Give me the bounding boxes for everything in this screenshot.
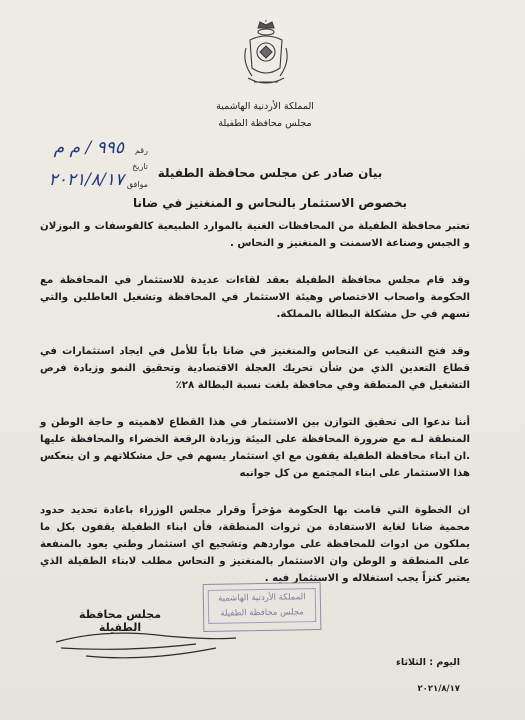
statement-body xyxy=(40,218,470,607)
signature-icon xyxy=(46,618,246,668)
date-label: تاريخ xyxy=(132,162,148,171)
kingdom-name: المملكة الأردنية الهاشمية xyxy=(216,101,314,112)
corresponding-date-label: موافق xyxy=(126,180,148,189)
paragraph: وقد فتح التنقيب عن النحاس والمنغنيز في ضانا باباً للأمل في ايجاد استثمارات في قطاع التعدين الذي من شأن تحريك العجلة الاقتصادية وتحقيق النمو وزيادة فرص التشغيل في المنطقة وفي محافظة بلغت نسبة البطالة ٢٨٪ xyxy=(40,346,470,391)
corresponding-date-value: ٢٠٢١/٨/١٧ xyxy=(48,170,124,190)
royal-emblem-icon xyxy=(240,18,292,92)
footer-date: ٢٠٢١/٨/١٧ xyxy=(417,684,460,694)
signatory-council: مجلس محافظة الطفيلة xyxy=(78,608,162,634)
footer-date-block xyxy=(360,650,460,702)
paragraph: أننا ندعوا الى تحقيق التوازن بين الاستثمار في هذا القطاع لاهميته و حاجة الوطن و المنطقة لـه مع ضرورة المحافظة على البيئة وزيادة الرقعة الخضراء والمحافظة عليها .ان ابناء محافظة الطفيلة يقفون مع اي استثمار يسهم في حل مشكلاتهم و ان ينعكس هذا الاستثمار على ابناء المجتمع من كل جوانبه xyxy=(40,417,470,479)
reference-number-label: رقم xyxy=(134,146,148,155)
reference-number-value: ٩٩٥ / م م xyxy=(53,138,124,158)
stamp-line-1: المملكة الأردنية الهاشمية xyxy=(218,592,306,604)
council-name: مجلس محافظة الطفيلة xyxy=(218,118,312,129)
statement-title xyxy=(120,158,420,218)
paragraph: تعتبر محافظة الطفيلة من المحافظات الغنية بالموارد الطبيعية كالفوسفات و البوزلان و الجبس وصناعة الاسمنت و المنغنيز و النحاس . xyxy=(40,221,470,249)
letterhead xyxy=(180,98,350,132)
title-line-1: بيان صادر عن مجلس محافظة الطفيلة xyxy=(157,166,383,180)
footer-day: اليوم : الثلاثاء xyxy=(396,657,460,668)
paragraph: وقد قام مجلس محافظة الطفيلة بعقد لقاءات عديدة للاستثمار في المحافظة مع الحكومة واصحاب الاختصاص وهيئة الاستثمار في المحافظة وتشغيل العاطلين والتي تسهم في حل مشكلة البطالة بالمملكة. xyxy=(40,275,470,320)
svg-text:♛: ♛ xyxy=(264,19,268,23)
paragraph: ان الخطوة التي قامت بها الحكومة مؤخراً وقرار مجلس الوزراء باعادة تحديد حدود محمية ضانا لغاية الاستفادة من ثروات المنطقة، فأن ابناء الطفيلة يقفون بكل ما يملكون من ادوات للمحافظة على مواردهم وتشجيع اي استثمار وطني يعود بالمنفعة على المنطقة و الوطن وان الاستثمار بالمنغنيز و النحاس مطلب لابناء الطفيلة الذي يعتبر كنزاً يجب استغلاله و الاستثمار فيه . xyxy=(40,505,470,584)
title-line-2: بخصوص الاستثمار بالنحاس و المنغنيز في ضانا xyxy=(132,196,408,210)
stamp-line-2: مجلس محافظة الطفيلة xyxy=(220,607,304,619)
